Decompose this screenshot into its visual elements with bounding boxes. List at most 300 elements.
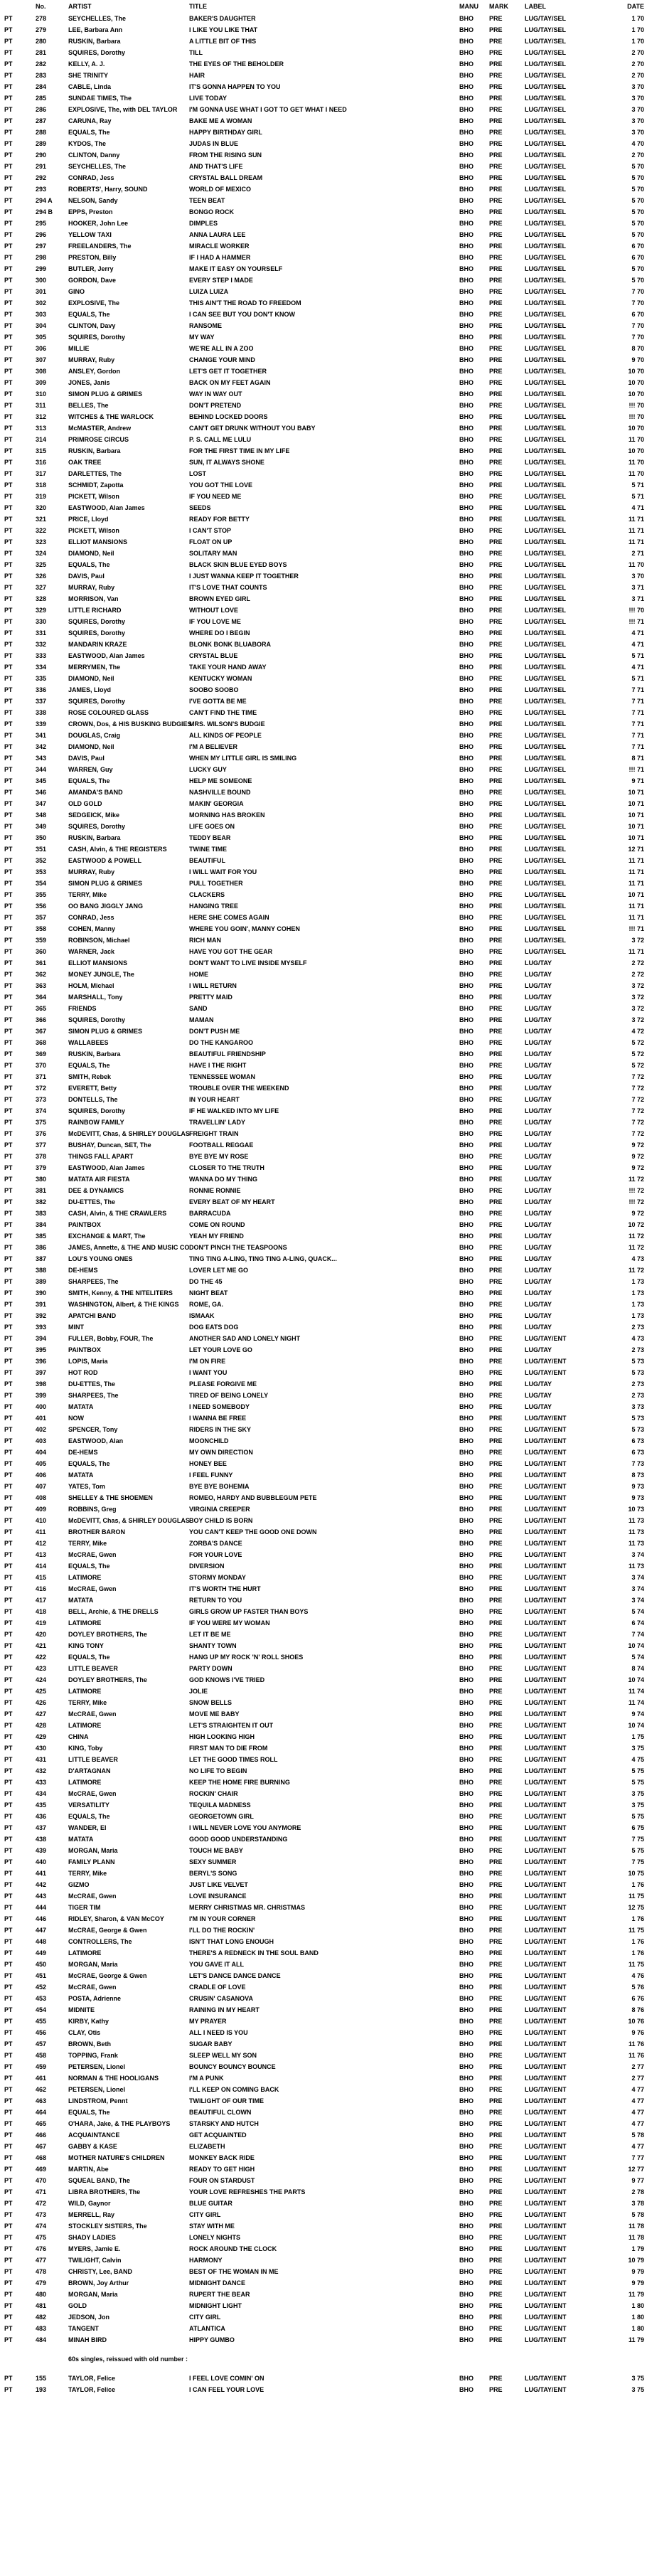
- catalogue-number: 294 B: [36, 208, 53, 215]
- catalogue-number: 319: [36, 493, 47, 500]
- catalogue-prefix: PT: [4, 1710, 13, 1718]
- manufacturer: BHO: [459, 2086, 474, 2093]
- table-row: [0, 1401, 647, 1412]
- release-date: 4 76: [631, 1972, 644, 1979]
- title: I WILL WAIT FOR YOU: [189, 868, 257, 875]
- catalogue-prefix: PT: [4, 971, 13, 978]
- label: LUG/TAY/SEL: [525, 322, 567, 329]
- table-row: [0, 2016, 647, 2027]
- manufacturer: BHO: [459, 1380, 474, 1388]
- catalogue-prefix: PT: [4, 413, 13, 420]
- artist: DIAMOND, Neil: [68, 743, 114, 750]
- artist: APATCHI BAND: [68, 1312, 117, 1319]
- label: LUG/TAY/SEL: [525, 140, 567, 147]
- manufacturer: BHO: [459, 1119, 474, 1126]
- label: LUG/TAY/SEL: [525, 914, 567, 921]
- manufacturer: BHO: [459, 174, 474, 181]
- catalogue-prefix: PT: [4, 641, 13, 648]
- catalogue-number: 308: [36, 368, 47, 375]
- catalogue-number: 387: [36, 1255, 47, 1262]
- release-date: 9 72: [631, 1164, 644, 1171]
- manufacturer: BHO: [459, 481, 474, 489]
- manufacturer: BHO: [459, 1904, 474, 1911]
- catalogue-number: 379: [36, 1164, 47, 1171]
- label: LUG/TAY/ENT: [525, 2314, 567, 2321]
- table-row: [0, 2004, 647, 2016]
- title: STARSKY AND HUTCH: [189, 2120, 259, 2127]
- manufacturer: BHO: [459, 2245, 474, 2252]
- catalogue-number: 427: [36, 1710, 47, 1718]
- catalogue-number: 298: [36, 254, 47, 261]
- title: HIPPY GUMBO: [189, 2336, 235, 2343]
- title: BAKER'S DAUGHTER: [189, 15, 256, 22]
- label: LUG/TAY/SEL: [525, 766, 567, 773]
- catalogue-number: 281: [36, 49, 47, 56]
- title: MOONCHILD: [189, 1437, 229, 1444]
- title: I LIKE YOU LIKE THAT: [189, 26, 258, 33]
- artist: EPPS, Preston: [68, 208, 113, 215]
- title: I NEED SOMEBODY: [189, 1403, 250, 1410]
- mark: PRE: [489, 163, 503, 170]
- manufacturer: BHO: [459, 1779, 474, 1786]
- release-date: 10 71: [628, 811, 644, 819]
- mark: PRE: [489, 2109, 503, 2116]
- mark: PRE: [489, 1483, 503, 1490]
- title: KENTUCKY WOMAN: [189, 675, 252, 682]
- mark: PRE: [489, 584, 503, 591]
- mark: PRE: [489, 1506, 503, 1513]
- table-row: [0, 1492, 647, 1503]
- title: WE'RE ALL IN A ZOO: [189, 345, 254, 352]
- release-date: 2 70: [631, 49, 644, 56]
- label: LUG/TAY/ENT: [525, 2120, 567, 2127]
- release-date: 10 74: [628, 1642, 644, 1649]
- manufacturer: BHO: [459, 1574, 474, 1581]
- table-row: [0, 331, 647, 343]
- table-row: [0, 434, 647, 445]
- table-row: [0, 366, 647, 377]
- manufacturer: BHO: [459, 1494, 474, 1501]
- header-date: DATE: [627, 3, 644, 10]
- catalogue-number: 464: [36, 2109, 47, 2116]
- catalogue-number: 425: [36, 1688, 47, 1695]
- catalogue-number: 426: [36, 1699, 47, 1706]
- title: SLEEP WELL MY SON: [189, 2052, 257, 2059]
- label: LUG/TAY: [525, 1085, 552, 1092]
- release-date: 1 70: [631, 38, 644, 45]
- artist: KING TONY: [68, 1642, 104, 1649]
- mark: PRE: [489, 971, 503, 978]
- table-row: [0, 138, 647, 149]
- mark: PRE: [489, 982, 503, 989]
- catalogue-number: 455: [36, 2018, 47, 2025]
- table-row: [0, 479, 647, 491]
- catalogue-prefix: PT: [4, 1016, 13, 1023]
- mark: PRE: [489, 1858, 503, 1866]
- release-date: 11 74: [628, 1699, 644, 1706]
- manufacturer: BHO: [459, 288, 474, 295]
- manufacturer: BHO: [459, 1608, 474, 1615]
- label: LUG/TAY/SEL: [525, 698, 567, 705]
- release-date: 6 73: [631, 1449, 644, 1456]
- catalogue-prefix: PT: [4, 1449, 13, 1456]
- reissue-note-row: [0, 2353, 647, 2365]
- manufacturer: BHO: [459, 447, 474, 454]
- catalogue-number: 355: [36, 891, 47, 898]
- release-date: 5 72: [631, 1039, 644, 1046]
- release-date: 4 75: [631, 1756, 644, 1763]
- catalogue-number: 314: [36, 436, 47, 443]
- table-row: [0, 2038, 647, 2050]
- manufacturer: BHO: [459, 243, 474, 250]
- reissue-note: 60s singles, reissued with old number :: [68, 2356, 188, 2363]
- mark: PRE: [489, 2006, 503, 2013]
- release-date: 6 70: [631, 254, 644, 261]
- title: FOR YOUR LOVE: [189, 1551, 242, 1558]
- catalogue-number: 348: [36, 811, 47, 819]
- catalogue-number: 415: [36, 1574, 47, 1581]
- title: DO THE KANGAROO: [189, 1039, 253, 1046]
- table-row: [0, 1913, 647, 1925]
- mark: PRE: [489, 573, 503, 580]
- label: LUG/TAY/SEL: [525, 641, 567, 648]
- release-date: 5 75: [631, 1813, 644, 1820]
- title: SHANTY TOWN: [189, 1642, 237, 1649]
- catalogue-number: 447: [36, 1927, 47, 1934]
- mark: PRE: [489, 2029, 503, 2036]
- title: DON'T WANT TO LIVE INSIDE MYSELF: [189, 959, 307, 967]
- catalogue-prefix: PT: [4, 1858, 13, 1866]
- mark: PRE: [489, 1289, 503, 1297]
- label: LUG/TAY/SEL: [525, 390, 567, 398]
- manufacturer: BHO: [459, 151, 474, 159]
- title: WORLD OF MEXICO: [189, 186, 251, 193]
- manufacturer: BHO: [459, 1528, 474, 1536]
- label: LUG/TAY/SEL: [525, 117, 567, 124]
- manufacturer: BHO: [459, 1107, 474, 1114]
- title: HELP ME SOMEONE: [189, 777, 252, 784]
- manufacturer: BHO: [459, 584, 474, 591]
- release-date: 8 70: [631, 345, 644, 352]
- mark: PRE: [489, 1221, 503, 1228]
- label: LUG/TAY/SEL: [525, 413, 567, 420]
- artist: TIGER TIM: [68, 1904, 101, 1911]
- release-date: 7 72: [631, 1130, 644, 1137]
- table-row: [0, 2095, 647, 2107]
- catalogue-prefix: PT: [4, 2325, 13, 2332]
- title: ROME, GA.: [189, 1301, 224, 1308]
- catalogue-prefix: PT: [4, 2029, 13, 2036]
- manufacturer: BHO: [459, 117, 474, 124]
- catalogue-number: 403: [36, 1437, 47, 1444]
- release-date: 3 72: [631, 982, 644, 989]
- catalogue-prefix: PT: [4, 95, 13, 102]
- title: BACK ON MY FEET AGAIN: [189, 379, 271, 386]
- catalogue-prefix: PT: [4, 595, 13, 602]
- table-row: [0, 1117, 647, 1128]
- label: LUG/TAY: [525, 1164, 552, 1171]
- catalogue-prefix: PT: [4, 1335, 13, 1342]
- release-date: 3 70: [631, 117, 644, 124]
- title: TEQUILA MADNESS: [189, 1801, 251, 1809]
- catalogue-number: 421: [36, 1642, 47, 1649]
- catalogue-number: 344: [36, 766, 47, 773]
- label: LUG/TAY/SEL: [525, 493, 567, 500]
- label: LUG/TAY/ENT: [525, 1471, 567, 1479]
- catalogue-prefix: PT: [4, 243, 13, 250]
- catalogue-prefix: PT: [4, 675, 13, 682]
- mark: PRE: [489, 766, 503, 773]
- catalogue-number: 280: [36, 38, 47, 45]
- table-row: [0, 1560, 647, 1572]
- header-title: TITLE: [189, 3, 207, 10]
- artist: EQUALS, The: [68, 1460, 110, 1467]
- label: LUG/TAY/SEL: [525, 686, 567, 693]
- mark: PRE: [489, 15, 503, 22]
- manufacturer: BHO: [459, 413, 474, 420]
- label: LUG/TAY/ENT: [525, 1631, 567, 1638]
- mark: PRE: [489, 1540, 503, 1547]
- release-date: 2 72: [631, 971, 644, 978]
- title: THERE'S A REDNECK IN THE SOUL BAND: [189, 1949, 319, 1957]
- manufacturer: BHO: [459, 1141, 474, 1149]
- release-date: 2 71: [631, 550, 644, 557]
- mark: PRE: [489, 243, 503, 250]
- catalogue-number: 383: [36, 1210, 47, 1217]
- label: LUG/TAY/SEL: [525, 777, 567, 784]
- catalogue-prefix: PT: [4, 698, 13, 705]
- release-date: 3 70: [631, 573, 644, 580]
- label: LUG/TAY: [525, 1039, 552, 1046]
- title: I WANT YOU: [189, 1369, 228, 1376]
- catalogue-prefix: PT: [4, 1073, 13, 1080]
- label: LUG/TAY/ENT: [525, 2211, 567, 2218]
- artist: CROWN, Dos, & HIS BUSKING BUDGIES: [68, 720, 192, 728]
- label: LUG/TAY/SEL: [525, 186, 567, 193]
- table-row: [0, 1162, 647, 1173]
- title: SEEDS: [189, 504, 211, 511]
- catalogue-number: 362: [36, 971, 47, 978]
- manufacturer: BHO: [459, 686, 474, 693]
- mark: PRE: [489, 652, 503, 659]
- mark: PRE: [489, 2386, 503, 2393]
- table-row: [0, 2266, 647, 2277]
- manufacturer: BHO: [459, 322, 474, 329]
- artist: YATES, Tom: [68, 1483, 105, 1490]
- table-row: [0, 2209, 647, 2220]
- mark: PRE: [489, 1870, 503, 1877]
- catalogue-prefix: PT: [4, 2245, 13, 2252]
- label: LUG/TAY/ENT: [525, 2234, 567, 2241]
- catalogue-number: 305: [36, 334, 47, 341]
- artist: SMITH, Rebek: [68, 1073, 112, 1080]
- mark: PRE: [489, 2279, 503, 2287]
- label: LUG/TAY/ENT: [525, 1858, 567, 1866]
- artist: CLINTON, Davy: [68, 322, 116, 329]
- mark: PRE: [489, 447, 503, 454]
- catalogue-prefix: PT: [4, 834, 13, 841]
- release-date: 11 71: [628, 914, 644, 921]
- title: CITY GIRL: [189, 2211, 221, 2218]
- artist: McCRAE, Gwen: [68, 1710, 117, 1718]
- label: LUG/TAY/SEL: [525, 163, 567, 170]
- manufacturer: BHO: [459, 2166, 474, 2173]
- release-date: 3 70: [631, 95, 644, 102]
- artist: BROTHER BARON: [68, 1528, 125, 1536]
- mark: PRE: [489, 1779, 503, 1786]
- table-row: [0, 1151, 647, 1162]
- table-row: [0, 1765, 647, 1777]
- table-row: [0, 1299, 647, 1310]
- title: ROCK AROUND THE CLOCK: [189, 2245, 277, 2252]
- catalogue-prefix: PT: [4, 1654, 13, 1661]
- table-row: [0, 673, 647, 684]
- catalogue-prefix: PT: [4, 1904, 13, 1911]
- catalogue-prefix: PT: [4, 2143, 13, 2150]
- catalogue-number: 345: [36, 777, 47, 784]
- artist: TANGENT: [68, 2325, 99, 2332]
- table-row: [0, 1583, 647, 1595]
- catalogue-prefix: PT: [4, 789, 13, 796]
- catalogue-prefix: PT: [4, 937, 13, 944]
- catalogue-prefix: PT: [4, 1574, 13, 1581]
- title: CLACKERS: [189, 891, 225, 898]
- manufacturer: BHO: [459, 1449, 474, 1456]
- table-row: [0, 1458, 647, 1469]
- catalogue-number: 325: [36, 561, 47, 568]
- release-date: 11 72: [628, 1233, 644, 1240]
- mark: PRE: [489, 413, 503, 420]
- label: LUG/TAY/ENT: [525, 1563, 567, 1570]
- table-row: [0, 1412, 647, 1424]
- manufacturer: BHO: [459, 1506, 474, 1513]
- catalogue-number: 471: [36, 2188, 47, 2196]
- artist: McCRAE, Gwen: [68, 1551, 117, 1558]
- release-date: !!! 71: [629, 618, 644, 625]
- catalogue-prefix: PT: [4, 38, 13, 45]
- artist: McCRAE, Gwen: [68, 1790, 117, 1797]
- catalogue-number: 469: [36, 2166, 47, 2173]
- artist: SEYCHELLES, The: [68, 15, 127, 22]
- artist: CONRAD, Jess: [68, 174, 114, 181]
- catalogue-number: 474: [36, 2223, 47, 2230]
- artist: SHARPEES, The: [68, 1392, 119, 1399]
- catalogue-prefix: PT: [4, 1881, 13, 1888]
- release-date: 11 75: [628, 1927, 644, 1934]
- manufacturer: BHO: [459, 1062, 474, 1069]
- label: LUG/TAY/ENT: [525, 1551, 567, 1558]
- catalogue-number: 307: [36, 356, 47, 363]
- catalogue-number: 470: [36, 2177, 47, 2184]
- label: LUG/TAY/SEL: [525, 379, 567, 386]
- table-row: [0, 1014, 647, 1026]
- table-row: [0, 1208, 647, 1219]
- mark: PRE: [489, 1301, 503, 1308]
- manufacturer: BHO: [459, 868, 474, 875]
- catalogue-prefix: PT: [4, 1289, 13, 1297]
- label: LUG/TAY/ENT: [525, 1619, 567, 1627]
- release-date: 10 70: [628, 425, 644, 432]
- mark: PRE: [489, 402, 503, 409]
- catalogue-number: 286: [36, 106, 47, 113]
- title: WITHOUT LOVE: [189, 607, 238, 614]
- artist: SEYCHELLES, The: [68, 163, 127, 170]
- manufacturer: BHO: [459, 971, 474, 978]
- release-date: 5 70: [631, 231, 644, 238]
- release-date: 7 70: [631, 322, 644, 329]
- table-row: [0, 1651, 647, 1663]
- release-date: 11 70: [628, 459, 644, 466]
- mark: PRE: [489, 459, 503, 466]
- label: LUG/TAY/ENT: [525, 2223, 567, 2230]
- table-row: [0, 1697, 647, 1708]
- mark: PRE: [489, 1904, 503, 1911]
- catalogue-prefix: PT: [4, 561, 13, 568]
- title: I'M A PUNK: [189, 2075, 224, 2082]
- table-row: [0, 252, 647, 263]
- catalogue-number: 317: [36, 470, 47, 477]
- mark: PRE: [489, 823, 503, 830]
- release-date: 8 76: [631, 2006, 644, 2013]
- manufacturer: BHO: [459, 2302, 474, 2309]
- manufacturer: BHO: [459, 527, 474, 534]
- artist: PAINTBOX: [68, 1346, 101, 1353]
- release-date: 2 78: [631, 2188, 644, 2196]
- mark: PRE: [489, 1176, 503, 1183]
- label: LUG/TAY/SEL: [525, 538, 567, 545]
- release-date: 1 70: [631, 15, 644, 22]
- release-date: 7 72: [631, 1119, 644, 1126]
- release-date: 1 80: [631, 2302, 644, 2309]
- catalogue-number: 351: [36, 846, 47, 853]
- artist: MATATA: [68, 1403, 94, 1410]
- label: LUG/TAY/SEL: [525, 345, 567, 352]
- artist: EASTWOOD & POWELL: [68, 857, 141, 864]
- manufacturer: BHO: [459, 299, 474, 307]
- catalogue-prefix: PT: [4, 1392, 13, 1399]
- mark: PRE: [489, 2040, 503, 2048]
- catalogue-prefix: PT: [4, 1995, 13, 2002]
- release-date: 10 70: [628, 447, 644, 454]
- artist: EXPLOSIVE, The, with DEL TAYLOR: [68, 106, 178, 113]
- label: LUG/TAY/ENT: [525, 2291, 567, 2298]
- label: LUG/TAY: [525, 1028, 552, 1035]
- table-row: [0, 718, 647, 730]
- title: LET YOUR LOVE GO: [189, 1346, 252, 1353]
- catalogue-number: 465: [36, 2120, 47, 2127]
- table-row: [0, 218, 647, 229]
- label: LUG/TAY: [525, 1244, 552, 1251]
- mark: PRE: [489, 1471, 503, 1479]
- release-date: 4 77: [631, 2120, 644, 2127]
- release-date: 2 77: [631, 2063, 644, 2070]
- release-date: 10 72: [628, 1221, 644, 1228]
- release-date: 10 70: [628, 390, 644, 398]
- table-row: [0, 445, 647, 457]
- title: BOY CHILD IS BORN: [189, 1517, 253, 1524]
- manufacturer: BHO: [459, 72, 474, 79]
- mark: PRE: [489, 743, 503, 750]
- artist: CONTROLLERS, The: [68, 1938, 132, 1945]
- catalogue-number: 297: [36, 243, 47, 250]
- manufacturer: BHO: [459, 2143, 474, 2150]
- release-date: 11 71: [628, 527, 644, 534]
- release-date: 4 73: [631, 1335, 644, 1342]
- release-date: 7 72: [631, 1107, 644, 1114]
- manufacturer: BHO: [459, 1267, 474, 1274]
- catalogue-prefix: PT: [4, 1358, 13, 1365]
- mark: PRE: [489, 95, 503, 102]
